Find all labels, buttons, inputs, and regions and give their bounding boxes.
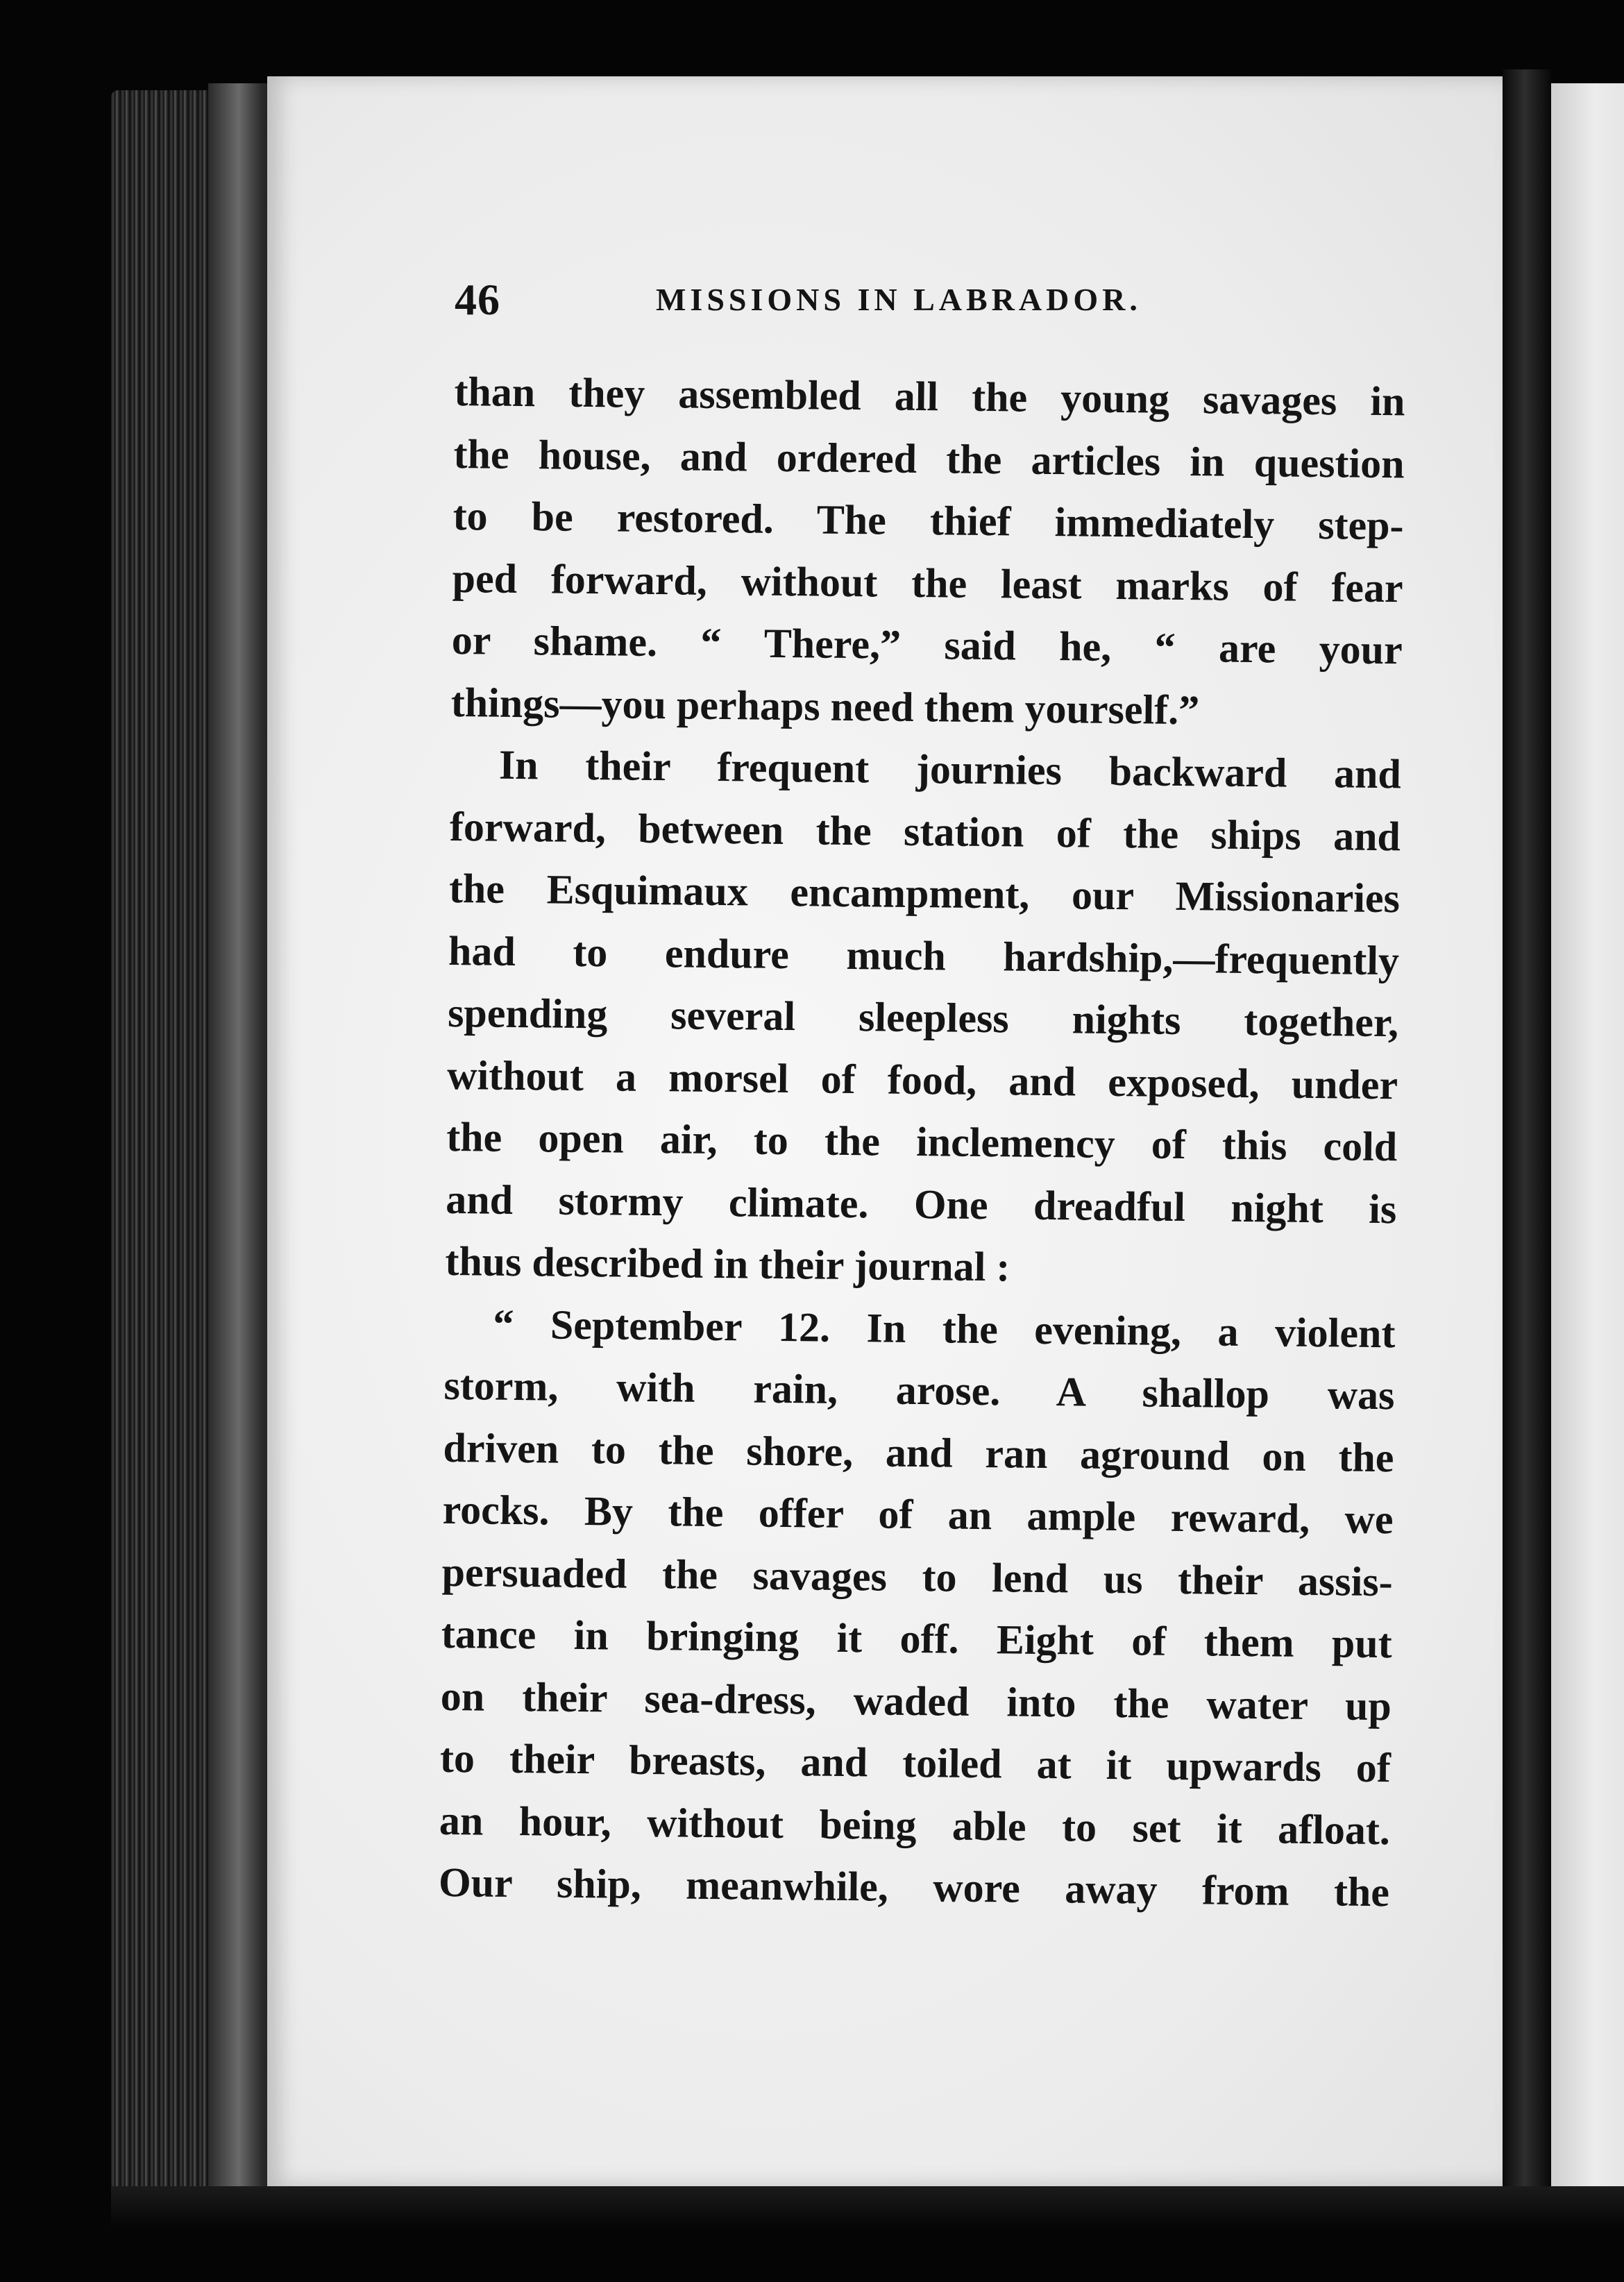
book-bottom-edge xyxy=(111,2186,1624,2228)
running-head xyxy=(455,274,1426,330)
text-line: or shame. “ There,” said he, “ are your xyxy=(451,616,1403,673)
running-head-title: MISSIONS IN LABRADOR. xyxy=(656,282,1142,317)
text-line: forward, between the station of the ships and xyxy=(449,803,1401,859)
text-line: tance in bringing it off. Eight of them put xyxy=(441,1610,1393,1667)
text-line: an hour, without being able to set it afloat. xyxy=(439,1797,1391,1853)
text-line: the house, and ordered the articles in question xyxy=(453,430,1405,487)
text-line: Our ship, meanwhile, wore away from the xyxy=(438,1859,1390,1916)
text-line: than they assembled all the young savages in xyxy=(454,368,1405,425)
text-line: ped forward, without the least marks of fear xyxy=(452,555,1403,611)
text-line: and stormy climate. One dreadful night is xyxy=(446,1176,1397,1232)
book-gutter-shadow xyxy=(1503,69,1551,2193)
text-line: on their sea-dress, waded into the water up xyxy=(440,1673,1392,1729)
facing-page-edge xyxy=(1551,83,1624,2186)
text-line: the Esquimaux encampment, our Missionaries xyxy=(448,865,1401,922)
text-line: In their frequent journies backward and xyxy=(498,741,1402,797)
text-line: to their breasts, and toiled at it upwards of xyxy=(439,1734,1392,1791)
paragraph xyxy=(450,361,1405,743)
text-line: the open air, to the inclemency of this cold xyxy=(446,1113,1398,1170)
paragraph xyxy=(439,1292,1396,1923)
text-line: thus described in their journal : xyxy=(445,1237,1010,1290)
text-line: spending several sleepless nights together, xyxy=(447,989,1399,1046)
text-line: had to endure much hardship,—frequently xyxy=(448,927,1400,983)
text-line: persuaded the savages to lend us their assis- xyxy=(441,1548,1394,1605)
page-number: 46 xyxy=(455,275,500,324)
text-line: to be restored. The thief immediately step- xyxy=(452,492,1404,549)
text-line: storm, with rain, arose. A shallop was xyxy=(443,1362,1395,1419)
text-line: rocks. By the offer of an ample reward, we xyxy=(442,1486,1394,1543)
text-line: “ September 12. In the evening, a violent xyxy=(493,1301,1396,1356)
text-line: things—you perhaps need them yourself.” xyxy=(450,679,1200,733)
text-line: without a morsel of food, and exposed, under xyxy=(446,1051,1398,1108)
text-line: driven to the shore, and ran aground on the xyxy=(443,1424,1394,1480)
body-text xyxy=(439,361,1405,1924)
paragraph xyxy=(445,734,1401,1303)
